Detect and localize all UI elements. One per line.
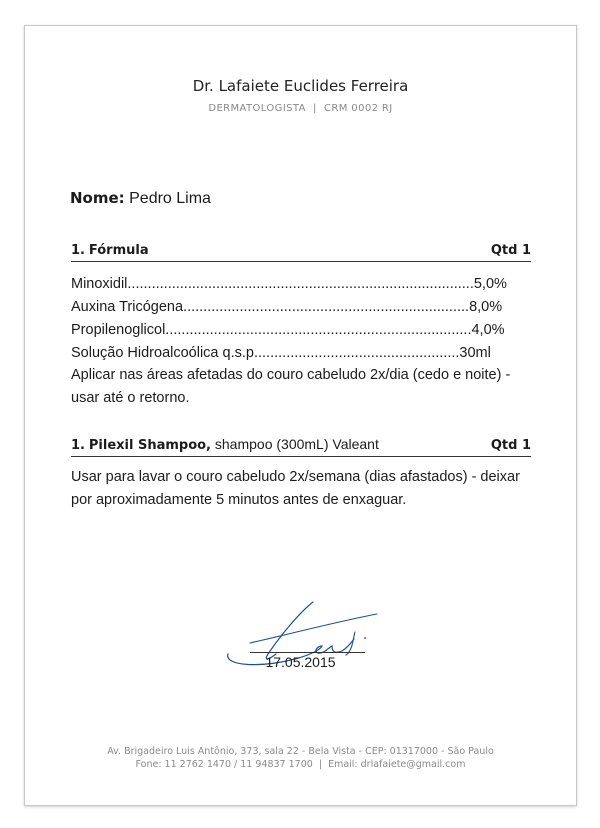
item-2-number: 1. — [71, 438, 85, 453]
patient-label: Nome: — [70, 189, 125, 207]
item-1-qty: Qtd 1 — [490, 243, 531, 258]
item-1-number: 1. — [71, 243, 85, 258]
footer-address: Av. Brigadeiro Luis Antônio, 373, sala 22 - Bela Vista - CEP: 01317000 - São Paulo — [107, 746, 494, 757]
item-1-name: Fórmula — [88, 243, 149, 258]
item-1-title — [71, 241, 149, 258]
patient-name: Pedro Lima — [124, 190, 211, 207]
signature-line — [250, 652, 365, 653]
item-1-header — [71, 241, 531, 262]
ingredient-line: Propilenoglicol............................................................................4,0% — [71, 322, 505, 338]
signature-date: 17.05.2015 — [265, 654, 336, 670]
ingredient-line: Solução Hidroalcoólica q.s.p...................................................30ml — [71, 345, 491, 361]
prescription-sheet — [24, 25, 577, 806]
item-2-header — [71, 436, 531, 457]
item-2-name: Pilexil Shampoo, — [88, 438, 211, 453]
patient-line — [70, 189, 211, 208]
item-2-title — [71, 436, 379, 453]
doctor-name: Dr. Lafaiete Euclides Ferreira — [192, 77, 409, 95]
item-1-instructions: Aplicar nas áreas afetadas do couro cabeludo 2x/dia (cedo e noite) - usar até o retorno. — [71, 367, 511, 406]
doctor-specialty-crm: DERMATOLOGISTA | CRM 0002 RJ — [208, 103, 393, 114]
item-2-qty: Qtd 1 — [490, 438, 531, 453]
ingredient-line: Auxina Tricógena.......................................................................8,0% — [71, 299, 503, 315]
footer-contact: Fone: 11 2762 1470 / 11 94837 1700 | Email: drlafaiete@gmail.com — [135, 759, 466, 770]
item-2-instructions: Usar para lavar o couro cabeludo 2x/semana (dias afastados) - deixar por aproximadamente 5 minutos antes de enxaguar. — [71, 469, 520, 508]
item-2-extra: shampoo (300mL) Valeant — [211, 436, 379, 452]
ingredient-line: Minoxidil......................................................................................5,0% — [71, 276, 507, 292]
